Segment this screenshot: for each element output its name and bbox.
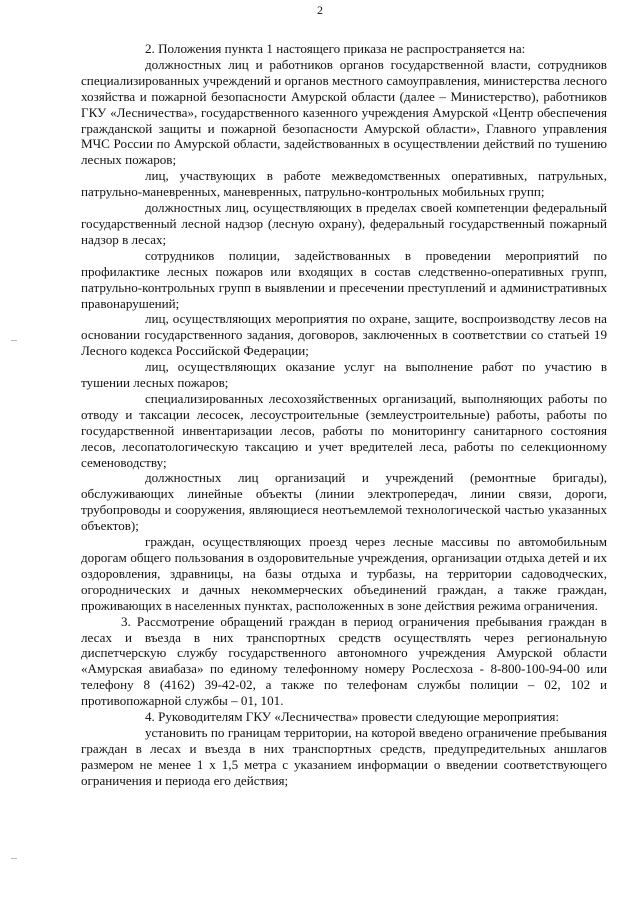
paragraph-exemption-firefighting-services: лиц, осуществляющих оказание услуг на выполнение работ по участию в тушении лесных пожаров;: [81, 359, 607, 391]
paragraph-2-intro: 2. Положения пункта 1 настоящего приказа не распространяется на:: [145, 41, 526, 56]
paragraph-exemption-linear-objects: должностных лиц организаций и учреждений (ремонтные бригады), обслуживающих линейные объекты (линии электропередач, линии связи, дороги, трубопроводы и сооружения, являющиеся неотъемлемой технологической частью указанных объектов);: [81, 470, 607, 534]
paragraph-exemption-supervision: должностных лиц, осуществляющих в пределах своей компетенции федеральный государственный лесной надзор (лесную охрану), федеральный государственный пожарный надзор в лесах;: [81, 200, 607, 247]
paragraph-exemption-mobile-groups: лиц, участвующих в работе межведомственных оперативных, патрульных, патрульно-маневренных, маневренных, патрульно-контрольных мобильных групп;: [81, 168, 607, 200]
paragraph-exemption-police: сотрудников полиции, задействованных в проведении мероприятий по профилактике лесных пожаров или входящих в состав следственно-оперативных групп, патрульно-контрольных групп в выявлении и пресечении преступлений и административных правонарушений;: [81, 247, 607, 311]
paragraph-3-appeals: 3. Рассмотрение обращений граждан в период ограничения пребывания граждан в лесах и въезда в них транспортных средств осуществлять через региональную диспетчерскую службу государственного автономного учреждения Амурской области «Амурская авиабаза» по единому телефонному номеру Рослесхоза - 8-800-100-94-00 или телефону 8 (4162) 39-42-02, а также по телефонам службы полиции – 02, 102 и противопожарной службы – 01, 101.: [81, 613, 607, 709]
paragraph-4-intro: 4. Руководителям ГКУ «Лесничества» провести следующие мероприятия:: [145, 709, 560, 725]
paragraph-exemption-forestry-orgs: специализированных лесохозяйственных организаций, выполняющих работы по отводу и таксации лесосек, лесоустроительные (землеустроительные) работы, работы по государственной инвентаризации лесов, работы по мониторингу санитарного состояния лесов, лесопатологическую таксацию и учет вредителей леса, работы по селекционному семеноводству;: [81, 390, 607, 470]
page-number: 2: [317, 3, 323, 17]
paragraph-exemption-forest-protection: лиц, осуществляющих мероприятия по охране, защите, воспроизводству лесов на основании государственного задания, договоров, заключенных в соответствии со статьей 19 Лесного кодекса Российской Федерации;: [81, 311, 607, 359]
margin-mark: [11, 858, 17, 859]
document-body: [81, 41, 607, 789]
paragraph-exemption-officials: должностных лиц и работников органов государственной власти, сотрудников специализированных учреждений и органов местного самоуправления, министерства лесного хозяйства и пожарной безопасности Амурской области (далее – Министерство), работников ГКУ «Лесничества», государственного казенного учреждения Амурской «Центр обеспечения гражданской защиты и пожарной безопасности Амурской области», Главного управления МЧС России по Амурской области, задействованных в осуществлении действий по тушению лесных пожаров;: [81, 56, 607, 168]
margin-mark: [11, 340, 17, 341]
paragraph-exemption-citizens-transit: граждан, осуществляющих проезд через лесные массивы по автомобильным дорогам общего пользования в оздоровительные учреждения, организации отдыха детей и их оздоровления, здравницы, на базы отдыха и турбазы, на территории садоводческих, огороднических и дачных некоммерческих объединений граждан, а также граждан, проживающих в населенных пунктах, расположенных в зоне действия режима ограничения.: [81, 534, 607, 613]
paragraph-4-signs: установить по границам территории, на которой введено ограничение пребывания граждан в лесах и въезда в них транспортных средств, предупредительных аншлагов размером не менее 1 х 1,5 метра с указанием информации о введении соответствующего ограничения и периода его действия;: [81, 724, 607, 788]
